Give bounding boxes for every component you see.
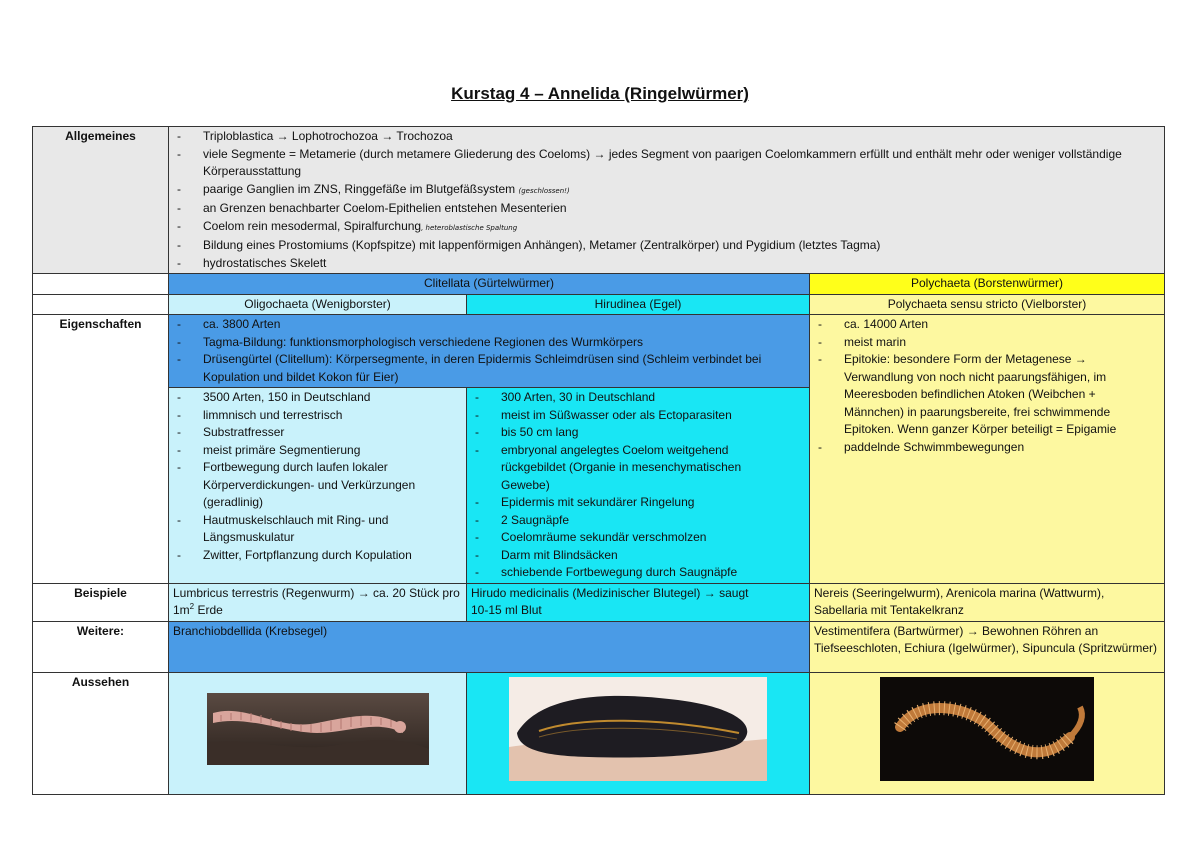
header-polychaeta-ss: Polychaeta sensu stricto (Vielborster) [810,294,1165,315]
row-subgroup-headers [33,294,1165,315]
list-item: - meist marin [814,334,1144,352]
clitellata-list [173,316,789,386]
list-item: - Epidermis mit sekundärer Ringelung [471,494,769,512]
hirudinea-image-cell [467,672,810,794]
row-beispiele [33,583,1165,621]
list-item: - meist im Süßwasser oder als Ectoparasiten [471,407,769,425]
annelida-table [32,126,1165,795]
leech-image [509,677,767,781]
list-item: - limmnisch und terrestrisch [173,407,426,425]
header-polychaeta: Polychaeta (Borstenwürmer) [810,274,1165,295]
polychaeta-image-cell [810,672,1165,794]
list-item: - Tagma-Bildung: funktionsmorphologisch verschiedene Regionen des Wurmkörpers [173,334,789,352]
list-item: - an Grenzen benachbarter Coelom-Epithelien entstehen Mesenterien [173,200,934,218]
header-oligochaeta: Oligochaeta (Wenigborster) [169,294,467,315]
earthworm-image [207,693,429,765]
example-text: Lumbricus terrestris (Regenwurm) → ca. 20 Stück pro 1m [173,585,460,617]
clitellata-eigenschaften [169,315,810,388]
oligochaeta-image-cell [169,672,467,794]
polychaeta-eigenschaften [810,315,1165,584]
clitellata-weitere: Branchiobdellida (Krebsegel) [169,621,810,672]
list-item-text: paarige Ganglien im ZNS, Ringgefäße im Blutgefäßsystem [203,181,516,196]
page-title: Kurstag 4 – Annelida (Ringelwürmer) [451,84,749,103]
oligochaeta-list [173,389,426,564]
list-item: - 2 Saugnäpfe [471,512,769,530]
handwritten-note: (geschlossen!) [518,186,570,195]
hirudinea-beispiel: Hirudo medicinalis (Medizinischer Blutegel) → saugt 10-15 ml Blut [467,583,810,621]
list-item: - meist primäre Segmentierung [173,442,426,460]
list-item: - Fortbewegung durch laufen lokaler Körperverdickungen- und Verkürzungen (geradlinig) [173,459,426,512]
allgemeines-content [169,127,1165,274]
list-item: - schiebende Fortbewegung durch Saugnäpfe [471,564,769,582]
row-label-eigenschaften: Eigenschaften [33,315,169,584]
row-label-aussehen: Aussehen [33,672,169,794]
list-item: - Zwitter, Fortpflanzung durch Kopulation [173,547,426,565]
header-hirudinea: Hirudinea (Egel) [467,294,810,315]
oligochaeta-eigenschaften [169,388,467,584]
polychaeta-weitere: Vestimentifera (Bartwürmer) → Bewohnen Röhren an Tiefseeschloten, Echiura (Igelwürmer), Sipuncula (Spritzwürmer) [810,621,1165,672]
row-label-weitere: Weitere: [33,621,169,672]
list-item [173,181,934,201]
row-aussehen [33,672,1165,794]
list-item: - hydrostatisches Skelett [173,255,934,273]
handwritten-note: , heteroblastische Spaltung [421,223,518,232]
list-item [173,218,934,238]
list-item: - bis 50 cm lang [471,424,769,442]
list-item: - Triploblastica → Lophotrochozoa → Trochozoa [173,128,934,146]
row-label-allgemeines: Allgemeines [33,127,169,274]
row-label-beispiele: Beispiele [33,583,169,621]
bristle-worm-image [880,677,1094,781]
hirudinea-eigenschaften [467,388,810,584]
list-item: - ca. 3800 Arten [173,316,789,334]
polychaeta-beispiel: Nereis (Seeringelwurm), Arenicola marina (Wattwurm), Sabellaria mit Tentakelkranz [810,583,1165,621]
row-eigenschaften-clitellata [33,315,1165,388]
polychaeta-list [814,316,1144,456]
row-group-headers [33,274,1165,295]
list-item: - Darm mit Blindsäcken [471,547,769,565]
list-item: - Coelomräume sekundär verschmolzen [471,529,769,547]
list-item: - Hautmuskelschlauch mit Ring- und Längsmuskulatur [173,512,426,547]
list-item: - Bildung eines Prostomiums (Kopfspitze) mit lappenförmigen Anhängen), Metamer (Zentralkörper) und Pygidium (letztes Tagma) [173,237,1164,255]
list-item: - Drüsengürtel (Clitellum): Körpersegmente, in deren Epidermis Schleimdrüsen sind (Schleim verbindet bei Kopulation und bildet Kokon für Eier) [173,351,789,386]
row-weitere [33,621,1165,672]
list-item-text: Coelom rein mesodermal, Spiralfurchung [203,218,422,233]
hirudinea-list [471,389,769,582]
list-item: - paddelnde Schwimmbewegungen [814,439,1144,457]
list-item: - embryonal angelegtes Coelom weitgehend rückgebildet (Organie in mesenchymatischen Gewebe) [471,442,769,495]
allgemeines-list [173,128,1122,272]
list-item: - viele Segmente = Metamerie (durch metamere Gliederung des Coeloms) → jedes Segment von paarigen Coelomkammern erfüllt und enthält mehr oder weniger vollständige Körperausstattung [173,146,1164,181]
oligochaeta-beispiel [169,583,467,621]
list-item: - ca. 14000 Arten [814,316,1144,334]
superscript: 2 [189,602,195,611]
list-item: - 3500 Arten, 150 in Deutschland [173,389,426,407]
list-item: - 300 Arten, 30 in Deutschland [471,389,769,407]
empty-cell [33,294,169,315]
list-item: - Substratfresser [173,424,426,442]
empty-cell [33,274,169,295]
row-allgemeines [33,127,1165,274]
header-clitellata: Clitellata (Gürtelwürmer) [169,274,810,295]
example-text-end: Erde [194,603,223,617]
list-item: - Epitokie: besondere Form der Metagenese → Verwandlung von noch nicht paarungsfähigen, im Meeresboden befindlichen Atoken (Weibchen + Männchen) in paarungsbereite, frei schwimmende Epitoken. Wenn ganzer Körper beteiligt = Epigamie [814,351,1144,439]
